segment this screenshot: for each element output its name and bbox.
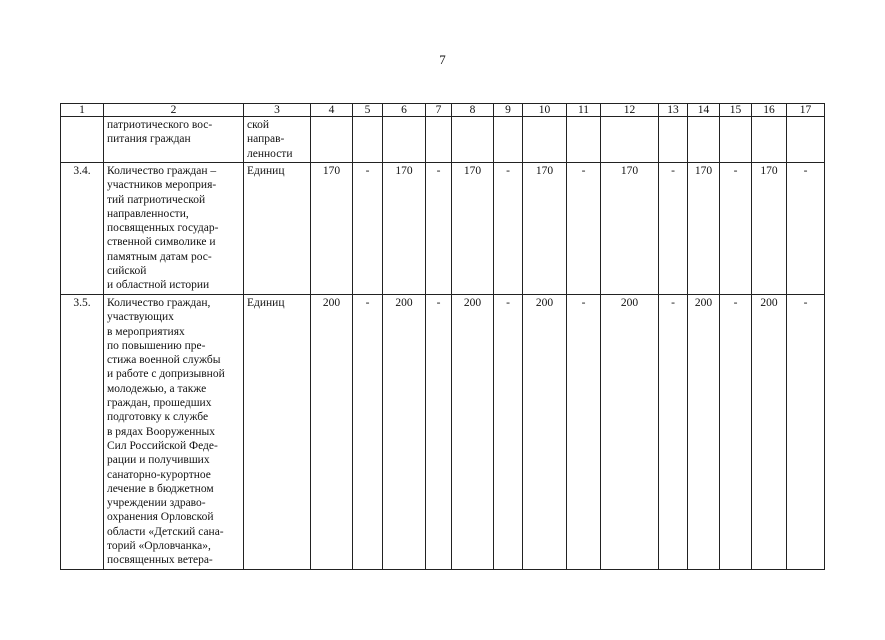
value-cell: - — [787, 163, 825, 295]
column-header: 17 — [787, 104, 825, 117]
value-cell: - — [353, 295, 383, 570]
column-header: 11 — [567, 104, 601, 117]
column-header: 16 — [752, 104, 787, 117]
value-cell: 170 — [523, 163, 567, 295]
value-cell — [601, 117, 659, 163]
column-header: 14 — [688, 104, 720, 117]
column-header: 15 — [720, 104, 752, 117]
value-cell — [720, 117, 752, 163]
indicator-table — [60, 103, 825, 570]
table-row — [61, 117, 825, 163]
column-header: 9 — [494, 104, 523, 117]
value-cell — [688, 117, 720, 163]
value-cell: - — [353, 163, 383, 295]
value-cell: - — [659, 163, 688, 295]
value-cell: 170 — [752, 163, 787, 295]
value-cell: 200 — [601, 295, 659, 570]
column-header: 2 — [104, 104, 244, 117]
value-cell — [659, 117, 688, 163]
value-cell — [311, 117, 353, 163]
indicator-name: Количество граждан, участвующих в мероприятиях по повышению пре- стижа военной службы и работе с допризывной молодежью, а также граждан, прошедших подготовку к службе в рядах Вооруженных Сил Российской Феде- рации и получивших санаторно-курортное лечение в бюджетном учреждении здраво- охранения Орловской области «Детский сана- торий «Орловчанка», посвященных ветера- — [104, 295, 244, 570]
table-row — [61, 163, 825, 295]
value-cell — [383, 117, 426, 163]
value-cell: - — [787, 295, 825, 570]
unit-of-measure: ской направ- ленности — [244, 117, 311, 163]
value-cell: - — [567, 163, 601, 295]
value-cell: 200 — [383, 295, 426, 570]
row-code: 3.4. — [61, 163, 104, 295]
value-cell — [353, 117, 383, 163]
value-cell: 200 — [688, 295, 720, 570]
value-cell: 170 — [688, 163, 720, 295]
value-cell: - — [720, 295, 752, 570]
value-cell: 200 — [752, 295, 787, 570]
row-code — [61, 117, 104, 163]
value-cell: 200 — [452, 295, 494, 570]
unit-of-measure: Единиц — [244, 295, 311, 570]
column-header: 3 — [244, 104, 311, 117]
column-header: 6 — [383, 104, 426, 117]
value-cell: - — [659, 295, 688, 570]
row-code: 3.5. — [61, 295, 104, 570]
column-header: 1 — [61, 104, 104, 117]
value-cell: - — [720, 163, 752, 295]
value-cell: 170 — [452, 163, 494, 295]
value-cell — [494, 117, 523, 163]
column-header: 4 — [311, 104, 353, 117]
value-cell: - — [494, 163, 523, 295]
value-cell — [752, 117, 787, 163]
column-header: 7 — [426, 104, 452, 117]
value-cell: - — [494, 295, 523, 570]
value-cell: - — [567, 295, 601, 570]
column-header: 5 — [353, 104, 383, 117]
value-cell: 170 — [601, 163, 659, 295]
table-row — [61, 295, 825, 570]
page-number: 7 — [439, 52, 446, 67]
unit-of-measure: Единиц — [244, 163, 311, 295]
indicator-name: Количество граждан – участников мероприя- тий патриотической направленности, посвященных государ- ственной символике и памятным датам рос- сийской и областной истории — [104, 163, 244, 295]
value-cell: 200 — [311, 295, 353, 570]
header-row — [61, 104, 825, 117]
value-cell: 200 — [523, 295, 567, 570]
value-cell: - — [426, 163, 452, 295]
value-cell: - — [426, 295, 452, 570]
value-cell — [787, 117, 825, 163]
value-cell: 170 — [311, 163, 353, 295]
value-cell — [523, 117, 567, 163]
column-header: 10 — [523, 104, 567, 117]
value-cell — [567, 117, 601, 163]
value-cell: 170 — [383, 163, 426, 295]
indicator-name: патриотического вос- питания граждан — [104, 117, 244, 163]
value-cell — [426, 117, 452, 163]
value-cell — [452, 117, 494, 163]
column-header: 12 — [601, 104, 659, 117]
column-header: 13 — [659, 104, 688, 117]
column-header: 8 — [452, 104, 494, 117]
